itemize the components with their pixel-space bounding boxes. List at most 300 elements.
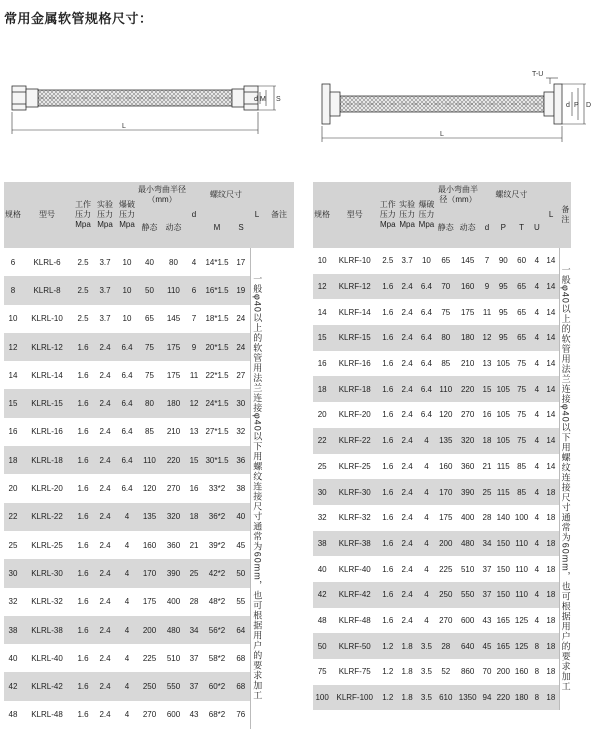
table-cell: 4: [191, 257, 197, 267]
table-cell: 110: [512, 582, 530, 608]
table-cell: 1.2: [378, 633, 397, 659]
col-static: 静态: [138, 208, 161, 248]
table-cell: 20*1.5: [202, 333, 232, 361]
table-cell: 1.6: [378, 531, 397, 557]
table-cell: 1.6: [72, 559, 94, 587]
table-cell: 4: [531, 376, 543, 402]
table-cell: 1.6: [72, 446, 94, 474]
table-cell: 2.4: [401, 410, 413, 420]
table-cell: 2.4: [99, 427, 111, 437]
table-cell: KLRL-12: [22, 333, 72, 361]
table-cell: 30*1.5: [202, 446, 232, 474]
table-cell: KLRF-14: [338, 307, 371, 317]
table-cell: 1350: [455, 685, 479, 711]
col-p: P: [494, 208, 512, 248]
table-cell: 6.4: [420, 410, 432, 420]
table-cell: 6.4: [420, 359, 432, 369]
table-cell: 18: [546, 667, 556, 677]
table-cell: 85: [517, 461, 527, 471]
table-cell: 1.8: [397, 633, 416, 659]
hose-body: [38, 90, 232, 106]
table-cell: 170: [436, 479, 455, 505]
table-cell: 80: [138, 389, 161, 417]
table-cell: 18: [4, 446, 22, 474]
col-burst-pressure: 爆破压力Mpa: [116, 182, 138, 248]
col-dynamic: 动态: [455, 208, 479, 248]
table-cell: 33*2: [208, 484, 226, 494]
table-cell: 270: [142, 710, 157, 720]
table-cell: 18: [543, 582, 559, 608]
table-cell: 1.8: [401, 667, 413, 677]
col-d: d: [480, 208, 494, 248]
table-cell: 2.4: [401, 513, 413, 523]
table-cell: 16: [482, 410, 492, 420]
table-cell: KLRF-75: [338, 667, 371, 677]
table-cell: 220: [455, 376, 479, 402]
remark-text: 一般φ40以上的软管用法兰连接φ40以下用螺纹连接尺寸通常为60mm，也可根据用户的要求加工: [252, 274, 263, 701]
table-cell: 120: [439, 410, 453, 420]
table-cell: 12: [4, 333, 22, 361]
table-cell: KLRL-8: [22, 276, 72, 304]
table-cell: 4: [424, 461, 429, 471]
table-cell: 2.4: [397, 274, 416, 300]
table-cell: 175: [161, 333, 186, 361]
table-cell: 2.4: [397, 376, 416, 402]
table-cell: 510: [166, 653, 181, 663]
table-cell: 8: [4, 276, 22, 304]
table-cell: KLRF-20: [338, 410, 371, 420]
table-cell: 175: [142, 597, 157, 607]
dim-D-label: D: [586, 102, 592, 109]
table-cell: 1.6: [378, 325, 397, 351]
table-cell: KLRL-20: [31, 484, 63, 494]
page-title: 常用金属软管规格尺寸：: [4, 12, 153, 27]
table-cell: 6.4: [417, 325, 436, 351]
table-cell: 1.6: [77, 710, 89, 720]
hose-body: [324, 96, 560, 112]
table-row: [313, 608, 597, 634]
table-cell: 2.4: [99, 597, 111, 607]
table-cell: 27*1.5: [205, 427, 229, 437]
table-cell: 85: [441, 359, 451, 369]
table-row: [313, 582, 597, 608]
table-cell: 3.7: [401, 256, 413, 266]
table-cell: 360: [166, 540, 181, 550]
table-cell: 4: [116, 503, 138, 531]
table-cell: KLRL-42: [22, 672, 72, 700]
col-dynamic: 动态: [161, 208, 186, 248]
table-cell: 10: [421, 256, 431, 266]
table-cell: 1.6: [77, 653, 89, 663]
table-cell: 160: [455, 274, 479, 300]
table-cell: 75: [517, 410, 527, 420]
table-cell: 30: [313, 479, 331, 505]
table-row: [313, 402, 597, 428]
table-cell: 135: [138, 503, 161, 531]
table-cell: 1.6: [77, 597, 89, 607]
table-cell: 550: [161, 672, 186, 700]
table-row: [313, 351, 597, 377]
col-work-pressure: 工作压力Mpa: [72, 182, 94, 248]
table-cell: 1.6: [72, 672, 94, 700]
table-cell: 40: [8, 653, 18, 663]
table-cell: 115: [494, 479, 512, 505]
table-cell: 115: [496, 461, 510, 471]
table-cell: 1.6: [77, 427, 89, 437]
table-cell: 94: [480, 685, 494, 711]
table-cell: 65: [512, 274, 530, 300]
table-cell: KLRF-38: [331, 531, 378, 557]
table-cell: 14: [543, 428, 559, 454]
table-cell: 220: [161, 446, 186, 474]
table-cell: 22*1.5: [205, 370, 229, 380]
table-cell: 38: [4, 616, 22, 644]
table-cell: 8: [534, 667, 540, 677]
table-cell: KLRF-25: [338, 461, 371, 471]
table-cell: 28: [482, 513, 492, 523]
table-cell: 180: [455, 325, 479, 351]
table-cell: 480: [455, 531, 479, 557]
table-cell: 3.5: [417, 685, 436, 711]
table-cell: 30: [232, 389, 250, 417]
table-cell: 1.6: [72, 389, 94, 417]
table-cell: 18: [546, 615, 556, 625]
table-cell: 4: [534, 513, 540, 523]
threaded-spec-table: [4, 182, 294, 729]
table-cell: 21: [189, 540, 199, 550]
remark-note: [559, 248, 571, 710]
table-cell: 14: [543, 325, 559, 351]
table-cell: 2.5: [77, 257, 89, 267]
table-cell: 58*2: [208, 653, 226, 663]
table-cell: 1.6: [77, 484, 89, 494]
table-cell: 55: [236, 597, 246, 607]
table-cell: 48: [8, 710, 18, 720]
table-cell: 1.6: [378, 582, 397, 608]
table-cell: 6.4: [420, 307, 432, 317]
table-cell: 16*1.5: [202, 276, 232, 304]
table-cell: 175: [439, 513, 453, 523]
table-cell: 10: [122, 314, 132, 324]
table-cell: 60*2: [202, 672, 232, 700]
table-cell: 65: [145, 314, 154, 324]
table-cell: 180: [512, 685, 530, 711]
table-row: [313, 685, 597, 711]
table-cell: 105: [496, 410, 510, 420]
col-thread: 螺纹尺寸: [202, 182, 250, 208]
table-cell: 210: [166, 427, 181, 437]
table-cell: 40: [145, 257, 154, 267]
table-cell: 75: [145, 370, 154, 380]
table-cell: 180: [161, 389, 186, 417]
table-cell: 1.6: [382, 513, 394, 523]
table-cell: 36*2: [202, 503, 232, 531]
table-cell: 24: [236, 314, 246, 324]
table-cell: 68: [236, 653, 246, 663]
table-cell: 2.4: [94, 616, 116, 644]
table-cell: 4: [116, 559, 138, 587]
table-cell: 14: [546, 256, 556, 266]
table-cell: 14: [546, 461, 556, 471]
table-cell: 56*2: [202, 616, 232, 644]
table-cell: 1.6: [382, 461, 394, 471]
table-cell: 15: [480, 376, 494, 402]
col-l: L: [543, 182, 559, 248]
table-cell: 32: [8, 597, 18, 607]
table-cell: 4: [124, 540, 130, 550]
table-cell: 22: [313, 428, 331, 454]
table-row: [313, 274, 597, 300]
table-cell: 110: [138, 446, 161, 474]
table-cell: 2.4: [99, 484, 111, 494]
table-row: [313, 248, 597, 274]
table-cell: 400: [166, 597, 181, 607]
table-cell: 200: [496, 667, 510, 677]
flanged-hose-drawing: [310, 66, 600, 150]
table-cell: 600: [166, 710, 181, 720]
table-cell: 6.4: [417, 376, 436, 402]
table-cell: 480: [161, 616, 186, 644]
table-cell: 3.5: [420, 667, 432, 677]
table-cell: KLRF-18: [331, 376, 378, 402]
table-cell: 4: [531, 428, 543, 454]
table-cell: KLRL-30: [22, 559, 72, 587]
flanged-spec-table: [313, 182, 597, 710]
table-cell: 100: [514, 513, 529, 523]
dim-s-label: S: [276, 96, 281, 103]
table-cell: 1.2: [378, 685, 397, 711]
col-l: L: [250, 182, 264, 248]
right-flange: [544, 84, 562, 124]
col-m: M: [202, 208, 232, 248]
table-cell: 165: [496, 615, 510, 625]
table-cell: 34: [186, 616, 202, 644]
table-cell: 14: [543, 274, 559, 300]
table-cell: 2.4: [397, 531, 416, 557]
table-cell: 10: [317, 256, 327, 266]
table-cell: 2.4: [99, 710, 111, 720]
table-cell: KLRL-6: [33, 257, 61, 267]
table-cell: 52: [441, 667, 451, 677]
table-cell: 28: [189, 597, 199, 607]
table-cell: 37: [480, 582, 494, 608]
table-cell: 14*1.5: [205, 257, 229, 267]
table-cell: 2.4: [401, 307, 413, 317]
table-cell: 2.4: [99, 540, 111, 550]
table-cell: 42*2: [202, 559, 232, 587]
table-cell: 68*2: [208, 710, 226, 720]
table-cell: 48: [317, 615, 327, 625]
table-cell: 400: [460, 513, 475, 523]
table-cell: 125: [514, 615, 529, 625]
table-cell: 13: [189, 427, 199, 437]
table-cell: KLRF-30: [331, 479, 378, 505]
table-cell: 6: [186, 276, 202, 304]
table-cell: KLRF-32: [338, 513, 371, 523]
table-cell: 80: [436, 325, 455, 351]
table-cell: 105: [496, 359, 510, 369]
table-row: [4, 248, 294, 276]
threaded-hose-drawing: [4, 72, 294, 144]
table-cell: 4: [531, 531, 543, 557]
table-cell: 18: [480, 428, 494, 454]
table-cell: 75: [138, 333, 161, 361]
table-cell: 75: [517, 359, 527, 369]
table-cell: 24: [232, 333, 250, 361]
table-cell: 4: [534, 461, 540, 471]
table-cell: 15: [4, 389, 22, 417]
dim-d-small-label: d: [566, 102, 570, 109]
table-cell: KLRL-18: [22, 446, 72, 474]
dim-d-label: d: [254, 96, 258, 103]
table-cell: 160: [439, 461, 453, 471]
dim-tu-label: T-U: [532, 71, 544, 78]
table-cell: 12: [186, 389, 202, 417]
table-cell: 3.7: [94, 276, 116, 304]
table-cell: 6.4: [121, 484, 133, 494]
table-cell: 18: [186, 503, 202, 531]
table-cell: 4: [124, 597, 130, 607]
table-cell: KLRL-14: [31, 370, 63, 380]
table-cell: 550: [455, 582, 479, 608]
table-cell: KLRL-16: [31, 427, 63, 437]
table-cell: 2.4: [401, 461, 413, 471]
table-cell: 42: [313, 582, 331, 608]
table-cell: 140: [496, 513, 510, 523]
table-cell: 250: [138, 672, 161, 700]
table-cell: 1.2: [382, 667, 394, 677]
table-cell: 2.4: [94, 333, 116, 361]
table-cell: 85: [145, 427, 154, 437]
table-cell: 360: [460, 461, 475, 471]
dim-l-label: L: [440, 131, 444, 138]
dim-p-label: P: [574, 102, 579, 109]
table-cell: 6.4: [121, 427, 133, 437]
col-static: 静态: [436, 208, 455, 248]
table-cell: 18: [543, 633, 559, 659]
table-cell: 4: [417, 582, 436, 608]
table-cell: 36: [232, 446, 250, 474]
table-row: [313, 505, 597, 531]
table-cell: 14: [546, 410, 556, 420]
table-cell: 10: [122, 257, 132, 267]
table-cell: 11: [189, 370, 199, 380]
table-cell: 16: [8, 427, 18, 437]
table-cell: 8: [531, 633, 543, 659]
table-cell: 4: [531, 479, 543, 505]
table-cell: 45: [236, 540, 246, 550]
table-cell: 18: [546, 513, 556, 523]
table-cell: 10: [8, 314, 18, 324]
table-cell: 7: [191, 314, 197, 324]
table-cell: 135: [436, 428, 455, 454]
col-work-pressure: 工作压力Mpa: [378, 182, 397, 248]
table-cell: 7: [484, 256, 490, 266]
col-t: T: [512, 208, 530, 248]
col-remark: 备注: [559, 182, 571, 248]
table-cell: 1.6: [77, 540, 89, 550]
table-cell: 14: [543, 376, 559, 402]
col-test-pressure: 实验压力Mpa: [94, 182, 116, 248]
table-cell: 3.7: [99, 257, 111, 267]
table-cell: 1.6: [77, 370, 89, 380]
table-cell: KLRL-25: [31, 540, 63, 550]
table-cell: 12: [480, 325, 494, 351]
table-row: [313, 299, 597, 325]
table-cell: 12: [313, 274, 331, 300]
table-cell: 175: [166, 370, 181, 380]
table-cell: 50: [313, 633, 331, 659]
table-cell: 1.6: [378, 428, 397, 454]
table-cell: 65: [441, 256, 451, 266]
table-cell: 4: [534, 564, 540, 574]
table-cell: 4: [534, 615, 540, 625]
table-cell: 6.4: [417, 274, 436, 300]
table-cell: 90: [498, 256, 508, 266]
table-cell: 2.4: [94, 672, 116, 700]
table-cell: 14: [546, 359, 556, 369]
table-cell: 75: [512, 376, 530, 402]
table-cell: 2.4: [401, 564, 413, 574]
table-cell: KLRL-22: [22, 503, 72, 531]
table-cell: 320: [455, 428, 479, 454]
table-cell: KLRL-48: [31, 710, 63, 720]
table-cell: 510: [460, 564, 475, 574]
table-cell: 250: [436, 582, 455, 608]
col-model: 型号: [22, 182, 72, 248]
table-cell: 4: [534, 256, 540, 266]
table-cell: 200: [138, 616, 161, 644]
table-cell: 42: [4, 672, 22, 700]
table-cell: 145: [166, 314, 181, 324]
table-cell: 43: [482, 615, 492, 625]
table-cell: 95: [494, 274, 512, 300]
table-row: [313, 531, 597, 557]
table-cell: 6.4: [116, 389, 138, 417]
table-cell: 16: [189, 484, 199, 494]
table-cell: KLRF-50: [331, 633, 378, 659]
table-cell: 120: [142, 484, 157, 494]
table-cell: KLRF-100: [331, 685, 378, 711]
table-cell: 18: [543, 685, 559, 711]
table-cell: 390: [161, 559, 186, 587]
col-spec: 规格: [4, 182, 22, 248]
table-cell: 24*1.5: [202, 389, 232, 417]
table-cell: 34: [480, 531, 494, 557]
table-cell: 8: [531, 685, 543, 711]
table-cell: 14: [546, 307, 556, 317]
table-cell: 610: [436, 685, 455, 711]
table-cell: KLRF-16: [338, 359, 371, 369]
left-fitting: [12, 86, 38, 110]
table-cell: 14: [317, 307, 327, 317]
table-cell: 28: [436, 633, 455, 659]
table-cell: 39*2: [208, 540, 226, 550]
table-cell: 160: [142, 540, 157, 550]
table-cell: 1.6: [72, 333, 94, 361]
table-cell: 4: [116, 616, 138, 644]
table-cell: 210: [460, 359, 475, 369]
table-cell: 4: [417, 479, 436, 505]
col-s: S: [232, 208, 250, 248]
table-cell: 17: [236, 257, 246, 267]
table-cell: 38: [236, 484, 246, 494]
col-remark: 备注: [264, 182, 294, 248]
col-bend-radius: 最小弯曲半径（mm）: [436, 182, 480, 208]
table-cell: 40: [232, 503, 250, 531]
table-cell: 38: [313, 531, 331, 557]
table-cell: 4: [124, 710, 130, 720]
